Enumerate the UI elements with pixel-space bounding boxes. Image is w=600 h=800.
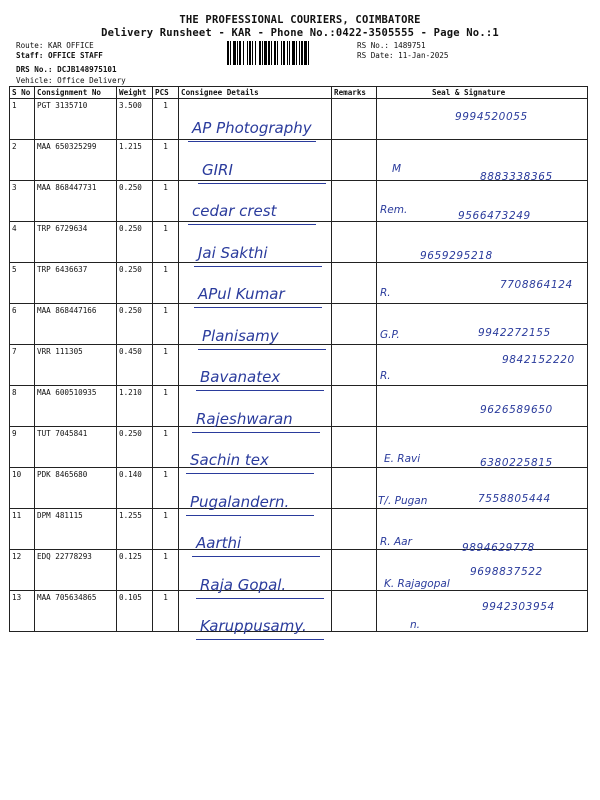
sno-cell: 9	[10, 427, 35, 468]
rs-date: RS Date: 11-Jan-2025	[357, 51, 449, 61]
pcs-cell: 1	[153, 99, 179, 140]
sno-cell: 6	[10, 304, 35, 345]
pcs-cell: 1	[153, 386, 179, 427]
handwritten-underline	[188, 224, 316, 225]
pcs-cell: 1	[153, 427, 179, 468]
remarks-cell	[332, 386, 377, 427]
consignment-cell: MAA 650325299	[35, 140, 117, 181]
handwritten-consignee: APul Kumar	[198, 285, 285, 303]
handwritten-consignee: Raja Gopal.	[200, 575, 287, 594]
staff-text: Staff: OFFICE STAFF	[16, 51, 103, 61]
handwritten-phone: 9566473249	[458, 210, 531, 222]
handwritten-underline	[194, 307, 322, 308]
consignment-cell: PGT 3135710	[35, 99, 117, 140]
pcs-cell: 1	[153, 591, 179, 632]
consignment-cell: PDK 8465680	[35, 468, 117, 509]
handwritten-phone: 9842152220	[502, 354, 575, 366]
handwritten-signature: Rem.	[380, 204, 408, 216]
handwritten-phone: 9942272155	[478, 326, 551, 339]
col-signature: Seal & Signature	[377, 87, 588, 99]
handwritten-underline	[198, 349, 326, 350]
handwritten-underline	[196, 390, 324, 391]
sno-cell: 10	[10, 468, 35, 509]
sno-cell: 7	[10, 345, 35, 386]
pcs-cell: 1	[153, 509, 179, 550]
weight-cell: 1.215	[117, 140, 153, 181]
table-row	[10, 345, 588, 386]
pcs-cell: 1	[153, 550, 179, 591]
rs-number: RS No.: 1489751	[357, 41, 426, 50]
remarks-cell	[332, 427, 377, 468]
handwritten-phone: 7558805444	[478, 492, 551, 505]
col-pcs: PCS	[153, 87, 179, 99]
col-sno: S No	[10, 87, 35, 99]
sno-cell: 5	[10, 263, 35, 304]
consignment-cell: VRR 111305	[35, 345, 117, 386]
remarks-cell	[332, 345, 377, 386]
remarks-cell	[332, 509, 377, 550]
weight-cell: 0.140	[117, 468, 153, 509]
handwritten-consignee: Jai Sakthi	[198, 243, 268, 262]
handwritten-signature: K. Rajagopal	[384, 577, 450, 590]
remarks-cell	[332, 263, 377, 304]
handwritten-phone: 9994520055	[455, 111, 528, 123]
sno-cell: 4	[10, 222, 35, 263]
sno-cell: 8	[10, 386, 35, 427]
consignment-cell: DPM 481115	[35, 509, 117, 550]
handwritten-signature: R. Aar	[380, 536, 412, 548]
handwritten-phone: 8883338365	[480, 170, 553, 183]
weight-cell: 0.250	[117, 222, 153, 263]
sno-cell: 1	[10, 99, 35, 140]
handwritten-underline	[198, 183, 326, 184]
runsheet-meta-left	[16, 41, 126, 86]
handwritten-underline	[192, 432, 320, 433]
handwritten-phone: 9942303954	[482, 601, 555, 613]
handwritten-signature: n.	[410, 619, 420, 631]
col-remarks: Remarks	[332, 87, 377, 99]
weight-cell: 0.450	[117, 345, 153, 386]
weight-cell: 0.125	[117, 550, 153, 591]
handwritten-consignee: Pugalandern.	[190, 492, 290, 511]
consignment-cell: MAA 868447731	[35, 181, 117, 222]
pcs-cell: 1	[153, 263, 179, 304]
remarks-cell	[332, 468, 377, 509]
handwritten-consignee: Bavanatex	[200, 368, 281, 386]
handwritten-consignee: Karuppusamy.	[200, 617, 307, 635]
pcs-cell: 1	[153, 181, 179, 222]
handwritten-consignee: GIRI	[202, 160, 233, 179]
weight-cell: 1.210	[117, 386, 153, 427]
consignment-cell: MAA 705634865	[35, 591, 117, 632]
handwritten-underline	[196, 639, 324, 640]
handwritten-underline	[196, 598, 324, 599]
consignment-cell: TRP 6436637	[35, 263, 117, 304]
handwritten-underline	[186, 515, 314, 516]
handwritten-signature: E. Ravi	[384, 453, 421, 465]
handwritten-signature: M	[392, 162, 402, 175]
handwritten-phone: 9698837522	[470, 565, 543, 578]
runsheet-meta-right	[357, 41, 448, 61]
handwritten-signature: R.	[380, 287, 391, 299]
remarks-cell	[332, 304, 377, 345]
consignment-cell: TUT 7045841	[35, 427, 117, 468]
handwritten-phone: 9659295218	[420, 249, 493, 262]
pcs-cell: 1	[153, 468, 179, 509]
remarks-cell	[332, 99, 377, 140]
handwritten-signature: G.P.	[380, 328, 400, 341]
remarks-cell	[332, 550, 377, 591]
sno-cell: 3	[10, 181, 35, 222]
weight-cell: 3.500	[117, 99, 153, 140]
vehicle-text: Vehicle: Office Delivery	[16, 75, 126, 85]
consignment-cell: MAA 868447166	[35, 304, 117, 345]
handwritten-underline	[192, 556, 320, 557]
remarks-cell	[332, 222, 377, 263]
weight-cell: 0.250	[117, 427, 153, 468]
remarks-cell	[332, 591, 377, 632]
handwritten-signature: T/. Pugan	[378, 494, 428, 507]
handwritten-consignee: cedar crest	[192, 202, 277, 220]
handwritten-consignee: AP Photography	[192, 119, 312, 137]
weight-cell: 0.250	[117, 263, 153, 304]
remarks-cell	[332, 181, 377, 222]
weight-cell: 0.250	[117, 181, 153, 222]
col-consignment: Consignment No	[35, 87, 117, 99]
sno-cell: 13	[10, 591, 35, 632]
handwritten-phone: 7708864124	[500, 279, 573, 291]
company-title: THE PROFESSIONAL COURIERS, COIMBATORE	[179, 14, 421, 26]
route-text: Route: KAR OFFICE	[16, 41, 94, 50]
weight-cell: 0.250	[117, 304, 153, 345]
handwritten-underline	[188, 141, 316, 142]
pcs-cell: 1	[153, 222, 179, 263]
table-row	[10, 222, 588, 263]
sno-cell: 12	[10, 550, 35, 591]
sno-cell: 2	[10, 140, 35, 181]
handwritten-consignee: Rajeshwaran	[196, 409, 293, 428]
drs-number: DRS No.: DCJB148975101	[16, 65, 117, 75]
consignment-cell: EDQ 22778293	[35, 550, 117, 591]
handwritten-signature: R.	[380, 370, 391, 382]
handwritten-consignee: Aarthi	[196, 534, 242, 552]
handwritten-phone: 9894629778	[462, 542, 535, 554]
barcode	[227, 41, 353, 65]
weight-cell: 1.255	[117, 509, 153, 550]
handwritten-phone: 6380225815	[480, 457, 553, 469]
consignment-cell: MAA 600510935	[35, 386, 117, 427]
col-consignee: Consignee Details	[179, 87, 332, 99]
pcs-cell: 1	[153, 345, 179, 386]
handwritten-consignee: Planisamy	[202, 326, 279, 345]
handwritten-consignee: Sachin tex	[190, 451, 269, 469]
weight-cell: 0.105	[117, 591, 153, 632]
col-weight: Weight	[117, 87, 153, 99]
table-header-row	[10, 87, 588, 99]
pcs-cell: 1	[153, 140, 179, 181]
handwritten-underline	[194, 266, 322, 267]
handwritten-underline	[186, 473, 314, 474]
pcs-cell: 1	[153, 304, 179, 345]
sno-cell: 11	[10, 509, 35, 550]
consignment-cell: TRP 6729634	[35, 222, 117, 263]
runsheet-subtitle: Delivery Runsheet - KAR - Phone No.:0422-3505555 - Page No.:1	[101, 27, 499, 39]
remarks-cell	[332, 140, 377, 181]
handwritten-phone: 9626589650	[480, 403, 553, 416]
